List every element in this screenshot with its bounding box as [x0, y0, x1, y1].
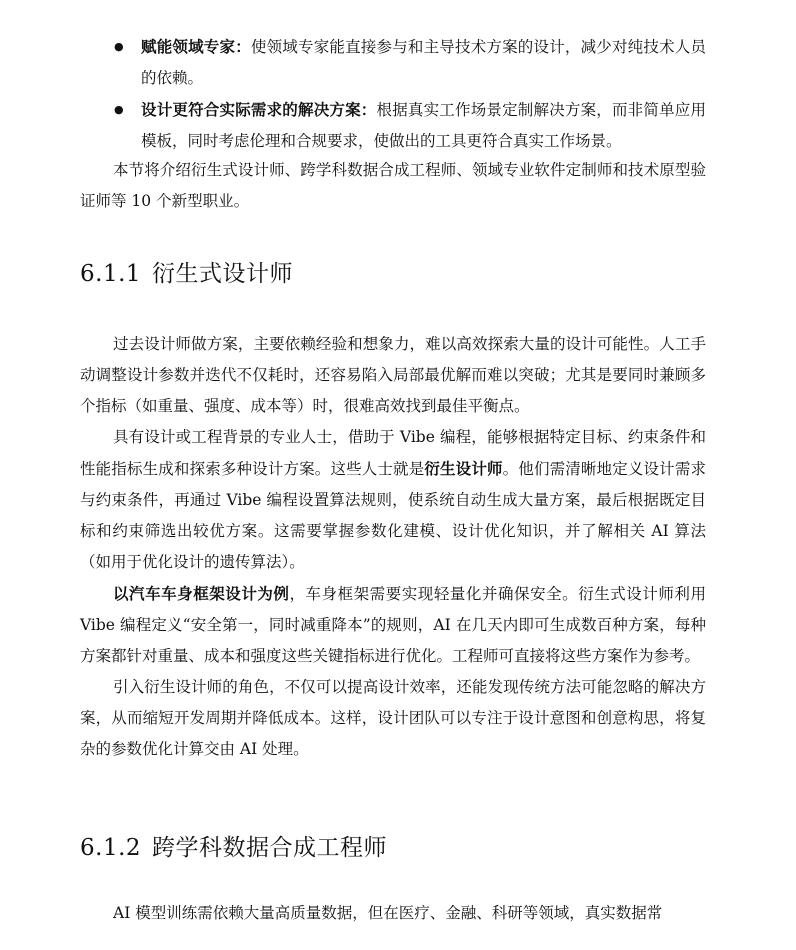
bullet-item-text: 根据真实工作场景定制解决方案，而非简单应用模板，同时考虑伦理和合规要求，使做出的工具更符合真实工作场景。 — [141, 101, 706, 150]
section-title: 衍生式设计师 — [152, 261, 293, 287]
bullet-dot-icon: ● — [114, 40, 124, 53]
section-heading-6-1-2 — [80, 829, 387, 862]
bullet-item-real-needs — [80, 94, 706, 157]
bullet-item-empower-experts — [80, 31, 706, 94]
emphasis-example: 以汽车车身框架设计为例 — [113, 584, 290, 603]
bullet-item-heading: 赋能领域专家： — [141, 37, 251, 56]
paragraph-data-synthesis: AI 模型训练需依赖大量高质量数据，但在医疗、金融、科研等领域，真实数据常 — [113, 904, 663, 922]
paragraph-text: 具有设计或工程背景的专业人士，借助于 Vibe 编程，能够根据特定目标、约束条件和性能指标生成和探索多种设计方案。这些人士就是 — [80, 428, 706, 478]
bullet-item-heading: 设计更符合实际需求的解决方案： — [141, 100, 377, 119]
bullet-dot-icon: ● — [114, 103, 124, 116]
paragraph-generative-designer — [80, 422, 706, 578]
bullet-item-text: 使领域专家能直接参与和主导技术方案的设计，减少对纯技术人员的依赖。 — [141, 38, 706, 87]
paragraph-text: 。他们需清晰地定义设计需求与约束条件，再通过 Vibe 编程设置算法规则，使系统自动生成大量方案，最后根据既定目标和约束筛选出较优方案。这需要掌握参数化建模、设计优化知识，并了解相关 AI 算法（如用于优化设计的遗传算法）。 — [80, 460, 706, 571]
section-heading-6-1-1 — [80, 255, 293, 288]
section-number: 6.1.1 — [80, 261, 142, 287]
paragraph-text: ，车身框架需要实现轻量化并确保安全。衍生式设计师利用 Vibe 编程定义“安全第一，同时减重降本”的规则，AI 在几天内即可生成数百种方案，每种方案都针对重量、成本和强度这些关键指标进行优化。工程师可直接将这些方案作为参考。 — [80, 585, 706, 665]
paragraph-car-example — [80, 578, 706, 672]
section-body-6-1-1 — [80, 329, 706, 765]
intro-paragraph: 本节将介绍衍生式设计师、跨学科数据合成工程师、领域专业软件定制师和技术原型验证师等 10 个新型职业。 — [80, 161, 706, 210]
paragraph-benefits: 引入衍生设计师的角色，不仅可以提高设计效率，还能发现传统方法可能忽略的解决方案，从而缩短开发周期并降低成本。这样，设计团队可以专注于设计意图和创意构思，将复杂的参数优化计算交由 AI 处理。 — [80, 678, 706, 758]
section-title: 跨学科数据合成工程师 — [152, 835, 387, 861]
emphasis-term: 衍生设计师 — [424, 459, 503, 478]
bullet-list — [80, 31, 706, 157]
paragraph-past-design: 过去设计师做方案，主要依赖经验和想象力，难以高效探索大量的设计可能性。人工手动调整设计参数并迭代不仅耗时，还容易陷入局部最优解而难以突破；尤其是要同时兼顾多个指标（如重量、强度、成本等）时，很难高效找到最佳平衡点。 — [80, 335, 706, 415]
section-number: 6.1.2 — [80, 835, 142, 861]
